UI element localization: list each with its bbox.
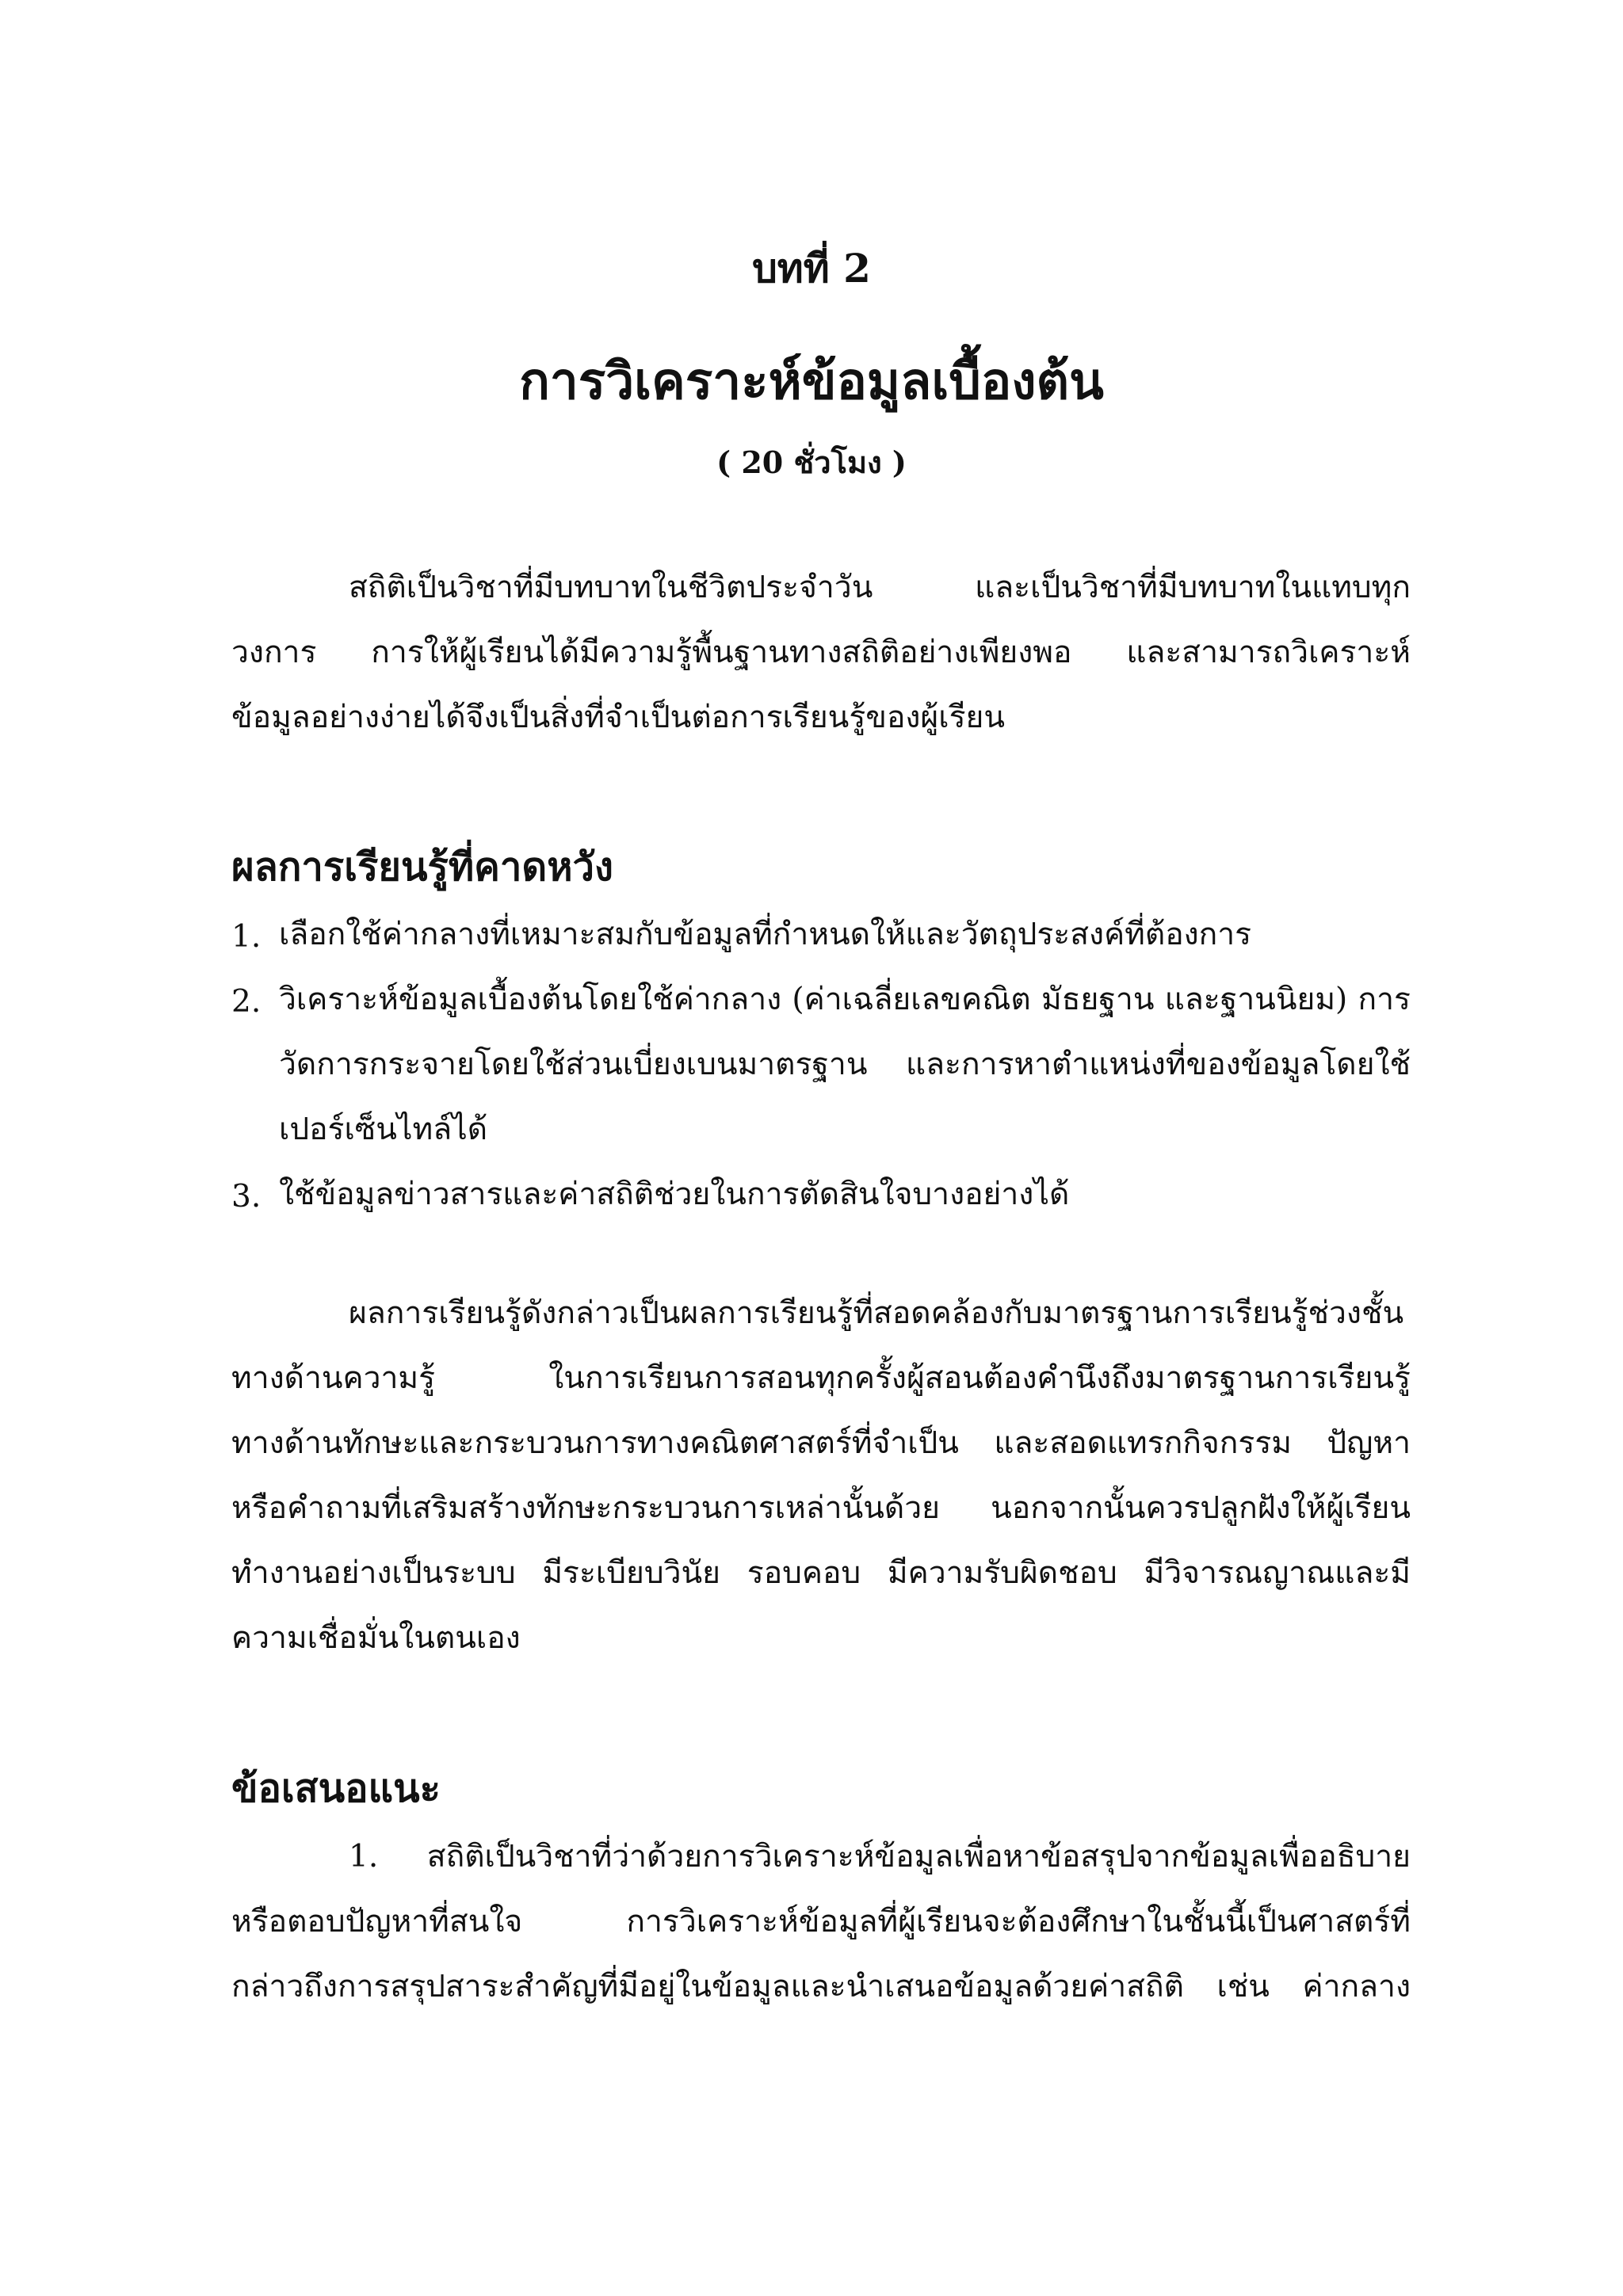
- standards-line-1: ผลการเรียนรู้ดังกล่าวเป็นผลการเรียนรู้ที่สอดคล้องกับมาตรฐานการเรียนรู้ช่วงชั้น: [349, 1295, 1404, 1331]
- outcomes-heading: ผลการเรียนรู้ที่คาดหวัง: [231, 844, 613, 890]
- standards-line-6: ความเชื่อมั่นในตนเอง: [231, 1620, 521, 1656]
- suggestions-line-1: 1. สถิติเป็นวิชาที่ว่าด้วยการวิเคราะห์ข้อมูลเพื่อหาข้อสรุปจากข้อมูลเพื่ออธิบาย: [349, 1839, 1411, 1875]
- suggestions-line-3: กล่าวถึงการสรุปสาระสำคัญที่มีอยู่ในข้อมูลและนำเสนอข้อมูลด้วยค่าสถิติ เช่น ค่ากลาง: [231, 1969, 1411, 2004]
- outcome-number-3: 3.: [231, 1179, 262, 1215]
- outcome-1-line-1: เลือกใช้ค่ากลางที่เหมาะสมกับข้อมูลที่กำหนดให้และวัตถุประสงค์ที่ต้องการ: [279, 917, 1252, 952]
- intro-line-3: ข้อมูลอย่างง่ายได้จึงเป็นสิ่งที่จำเป็นต่อการเรียนรู้ของผู้เรียน: [231, 700, 1006, 735]
- suggestions-heading: ข้อเสนอแนะ: [231, 1765, 441, 1811]
- outcome-2-line-2: วัดการกระจายโดยใช้ส่วนเบี่ยงเบนมาตรฐาน และการหาตำแหน่งที่ของข้อมูลโดยใช้: [279, 1047, 1411, 1082]
- outcome-2-line-1: วิเคราะห์ข้อมูลเบื้องต้นโดยใช้ค่ากลาง (ค่าเฉลี่ยเลขคณิต มัธยฐาน และฐานนิยม) การ: [279, 982, 1411, 1017]
- outcome-number-2: 2.: [231, 984, 262, 1020]
- chapter-hours: ( 20 ชั่วโมง ): [716, 444, 907, 480]
- chapter-title: การวิเคราะห์ข้อมูลเบื้องต้น: [519, 352, 1104, 411]
- chapter-number: บทที่ 2: [752, 245, 871, 292]
- standards-line-5: ทำงานอย่างเป็นระบบ มีระเบียบวินัย รอบคอบ มีความรับผิดชอบ มีวิจารณญาณและมี: [231, 1555, 1411, 1591]
- outcome-2-line-3: เปอร์เซ็นไทล์ได้: [279, 1112, 488, 1147]
- standards-line-3: ทางด้านทักษะและกระบวนการทางคณิตศาสตร์ที่จำเป็น และสอดแทรกกิจกรรม ปัญหา: [231, 1425, 1411, 1461]
- outcome-3-line-1: ใช้ข้อมูลข่าวสารและค่าสถิติช่วยในการตัดสินใจบางอย่างได้: [279, 1177, 1070, 1212]
- standards-line-4: หรือคำถามที่เสริมสร้างทักษะกระบวนการเหล่านั้นด้วย นอกจากนั้นควรปลูกฝังให้ผู้เรียน: [231, 1490, 1411, 1526]
- intro-line-1: สถิติเป็นวิชาที่มีบทบาทในชีวิตประจำวัน และเป็นวิชาที่มีบทบาทในแทบทุก: [349, 570, 1411, 605]
- standards-line-2: ทางด้านความรู้ ในการเรียนการสอนทุกครั้งผู้สอนต้องคำนึงถึงมาตรฐานการเรียนรู้: [231, 1360, 1411, 1396]
- suggestions-line-2: หรือตอบปัญหาที่สนใจ การวิเคราะห์ข้อมูลที่ผู้เรียนจะต้องศึกษาในชั้นนี้เป็นศาสตร์ที่: [231, 1904, 1411, 1939]
- intro-line-2: วงการ การให้ผู้เรียนได้มีความรู้พื้นฐานทางสถิติอย่างเพียงพอ และสามารถวิเคราะห์: [231, 635, 1411, 670]
- outcome-number-1: 1.: [231, 919, 262, 955]
